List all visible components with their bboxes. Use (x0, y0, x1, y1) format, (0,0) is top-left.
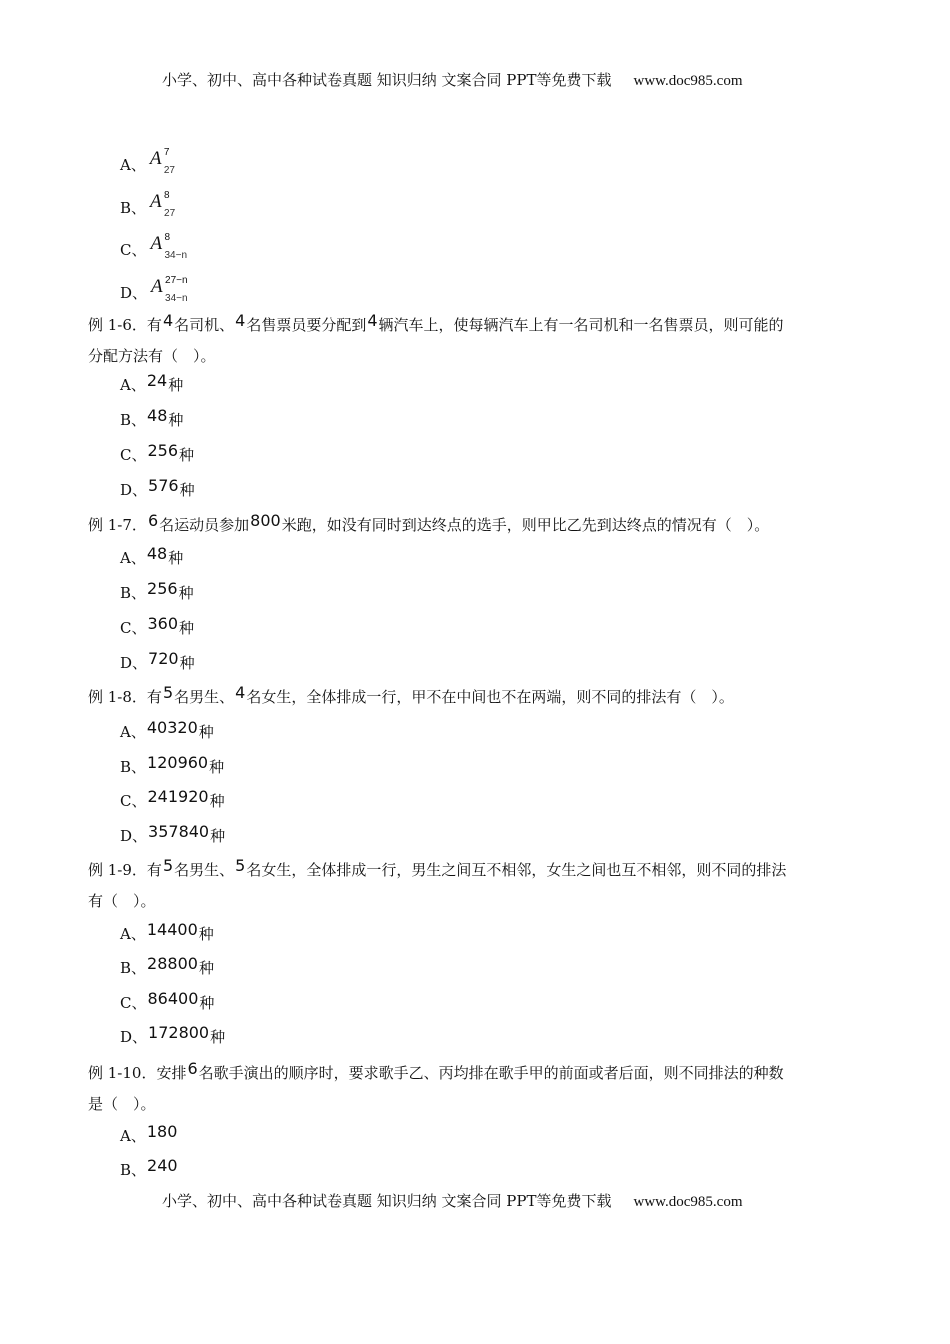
option-label: A、 (120, 723, 146, 741)
option-d (120, 476, 195, 500)
option-value: 256 (147, 579, 178, 598)
footer-site: www.doc985.com (633, 1194, 743, 1210)
question-number: 5 (235, 856, 246, 875)
option-unit: 种 (199, 994, 215, 1012)
option-label: C、 (120, 994, 147, 1012)
footer-text: 小学、初中、高中各种试卷真题 知识归纳 文案合同 PPT等免费下载 (162, 1192, 612, 1210)
permutation-expression (146, 147, 196, 176)
question-text: 分配方法有（ ）。 (88, 347, 216, 365)
option-value: 172800 (148, 1023, 210, 1042)
question-8-line (88, 683, 734, 707)
option-c (120, 989, 215, 1013)
question-text: 名男生、 (174, 861, 235, 879)
option-value: 180 (146, 1122, 178, 1141)
question-number: 5 (162, 856, 174, 875)
option-label: D、 (120, 827, 148, 845)
question-9-line (88, 856, 787, 880)
perm-subscript: 27 (163, 165, 175, 176)
perm-base: A (149, 148, 162, 169)
option-unit: 种 (179, 619, 195, 637)
question-6-line (88, 311, 784, 335)
question-text: 例 1-7． (88, 516, 147, 534)
option-b (120, 954, 214, 978)
option-value: 357840 (148, 822, 210, 841)
header-site: www.doc985.com (633, 73, 743, 89)
option-unit: 种 (210, 827, 226, 845)
option-value: 241920 (147, 787, 209, 806)
question-text: 有（ ）。 (88, 892, 156, 910)
option-label: D、 (120, 1028, 148, 1046)
page-header (162, 70, 743, 91)
question-text: 名售票员要分配到 (246, 316, 367, 334)
question-text: 例 1-8．有 (88, 688, 162, 706)
page-footer (162, 1191, 743, 1212)
permutation-expression (147, 275, 197, 304)
question-number: 6 (187, 1059, 198, 1078)
perm-subscript: 34−n (164, 250, 188, 261)
question-text: 名司机、 (174, 316, 235, 334)
question-text: 米跑，如没有同时到达终点的选手，则甲比乙先到达终点的情况有（ ）。 (281, 516, 770, 534)
option-unit: 种 (178, 584, 194, 602)
question-text: 辆汽车上，使每辆汽车上有一名司机和一名售票员，则可能的 (378, 316, 784, 334)
option-label: B、 (120, 584, 147, 602)
option-d (120, 275, 197, 304)
option-label: C、 (120, 446, 147, 464)
question-10-line (88, 1094, 156, 1114)
question-text: 例 1-6．有 (88, 316, 162, 334)
question-10-line (88, 1059, 784, 1083)
option-value: 720 (148, 649, 179, 668)
option-d (120, 822, 226, 846)
question-number: 5 (162, 683, 174, 702)
option-label: D、 (120, 284, 148, 302)
option-b (120, 190, 196, 219)
question-text: 名女生，全体排成一行，甲不在中间也不在两端，则不同的排法有（ ）。 (246, 688, 734, 706)
option-unit: 种 (179, 481, 195, 499)
perm-base: A (150, 191, 162, 212)
question-text: 名歌手演出的顺序时，要求歌手乙、丙均排在歌手甲的前面或者后面，则不同排法的种数 (198, 1064, 784, 1082)
option-a (120, 544, 184, 568)
option-value: 48 (146, 544, 168, 563)
option-label: A、 (120, 376, 146, 394)
option-d (120, 649, 195, 673)
question-number: 6 (147, 511, 159, 530)
question-number: 4 (235, 311, 246, 330)
question-text: 名男生、 (174, 688, 235, 706)
perm-superscript: 8 (164, 190, 170, 201)
question-number: 4 (235, 683, 246, 702)
question-number: 4 (367, 311, 378, 330)
option-label: A、 (120, 549, 146, 567)
option-d (120, 1023, 226, 1047)
option-value: 120960 (147, 753, 209, 772)
perm-subscript: 27 (164, 208, 176, 219)
option-label: B、 (120, 1161, 147, 1179)
option-c (120, 787, 225, 811)
option-value: 360 (147, 614, 179, 633)
permutation-expression (146, 232, 196, 261)
option-label: D、 (120, 481, 148, 499)
question-text: 例 1-10．安排 (88, 1064, 187, 1082)
option-label: B、 (120, 758, 147, 776)
option-unit: 种 (179, 654, 195, 672)
option-label: A、 (120, 156, 146, 174)
option-a (120, 371, 184, 395)
question-number: 800 (250, 511, 281, 530)
question-7-line (88, 511, 770, 535)
perm-superscript: 7 (163, 147, 170, 158)
question-6-line (88, 346, 216, 366)
option-a (120, 718, 214, 742)
option-a (120, 147, 196, 176)
question-text: 例 1-9．有 (88, 861, 162, 879)
option-unit: 种 (198, 723, 214, 741)
option-label: B、 (120, 959, 147, 977)
option-unit: 种 (198, 925, 214, 943)
option-a (120, 920, 214, 944)
perm-superscript: 27−n (165, 275, 188, 286)
perm-subscript: 34−n (165, 293, 188, 304)
option-label: C、 (120, 619, 147, 637)
option-unit: 种 (209, 758, 225, 776)
option-b (120, 1156, 179, 1180)
option-c (120, 441, 195, 465)
option-value: 40320 (146, 718, 198, 737)
option-c (120, 614, 195, 638)
option-label: B、 (120, 411, 147, 429)
perm-base: A (150, 233, 163, 254)
option-value: 24 (146, 371, 168, 390)
option-value: 28800 (147, 954, 198, 973)
question-9-line (88, 891, 156, 911)
option-label: A、 (120, 1127, 146, 1145)
option-unit: 种 (198, 959, 214, 977)
option-label: A、 (120, 925, 146, 943)
option-unit: 种 (210, 1028, 226, 1046)
question-text: 名运动员参加 (159, 516, 250, 534)
option-unit: 种 (209, 792, 225, 810)
option-unit: 种 (179, 446, 195, 464)
option-unit: 种 (168, 376, 184, 394)
option-value: 86400 (147, 989, 199, 1008)
question-text: 名女生，全体排成一行，男生之间互不相邻，女生之间也互不相邻，则不同的排法 (246, 861, 787, 879)
option-c (120, 232, 196, 261)
option-value: 14400 (146, 920, 198, 939)
option-label: B、 (120, 199, 147, 217)
option-unit: 种 (168, 411, 184, 429)
option-label: C、 (120, 792, 147, 810)
option-value: 576 (148, 476, 179, 495)
option-unit: 种 (168, 549, 184, 567)
question-text: 是（ ）。 (88, 1095, 156, 1113)
perm-superscript: 8 (164, 232, 171, 243)
option-a (120, 1122, 178, 1146)
header-text: 小学、初中、高中各种试卷真题 知识归纳 文案合同 PPT等免费下载 (162, 71, 612, 89)
question-number: 4 (162, 311, 174, 330)
option-b (120, 406, 184, 430)
permutation-expression (146, 190, 196, 219)
option-b (120, 753, 225, 777)
option-label: D、 (120, 654, 148, 672)
option-b (120, 579, 194, 603)
option-label: C、 (120, 241, 147, 259)
option-value: 48 (147, 406, 168, 425)
option-value: 256 (147, 441, 179, 460)
option-value: 240 (147, 1156, 178, 1175)
perm-base: A (151, 276, 163, 297)
